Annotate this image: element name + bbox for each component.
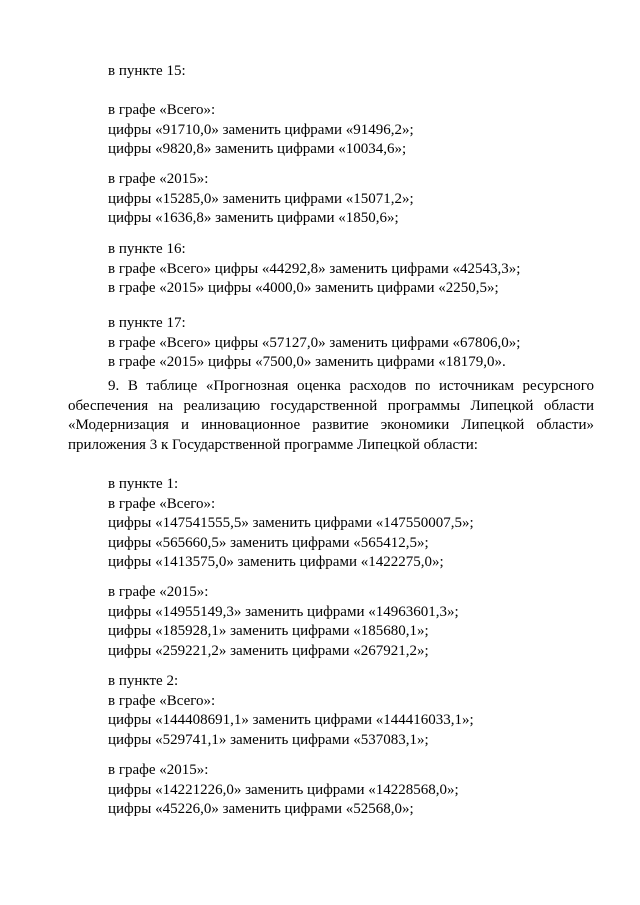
section-point-16 bbox=[108, 240, 528, 299]
section-point-15 bbox=[108, 62, 528, 82]
group-label: в графе «Всего»: bbox=[108, 495, 216, 512]
item-9-paragraph bbox=[68, 377, 594, 455]
replacement-line: цифры «185928,1» заменить цифрами «185680,1»; bbox=[108, 623, 429, 639]
replacement-line: в графе «2015» цифры «7500,0» заменить цифрами «18179,0». bbox=[108, 354, 506, 370]
paragraph-line: приложения 3 к Государственной программе Липецкой области: bbox=[68, 436, 478, 453]
subsection-point-1 bbox=[108, 475, 528, 573]
replacement-line: цифры «147541555,5» заменить цифрами «147550007,5»; bbox=[108, 515, 474, 531]
replacement-line: цифры «15285,0» заменить цифрами «15071,2»; bbox=[108, 190, 414, 207]
group-total-15 bbox=[108, 101, 528, 160]
group-label: в графе «2015»: bbox=[108, 171, 209, 187]
replacement-line: цифры «259221,2» заменить цифрами «267921,2»; bbox=[108, 642, 429, 659]
replacement-line: цифры «9820,8» заменить цифрами «10034,6»; bbox=[108, 141, 407, 157]
group-label: в графе «2015»: bbox=[108, 584, 209, 600]
subsection-point-2 bbox=[108, 672, 528, 750]
replacement-line: цифры «45226,0» заменить цифрами «52568,0»; bbox=[108, 801, 414, 817]
section-point-17 bbox=[108, 314, 528, 373]
group-label: в графе «Всего»: bbox=[108, 102, 216, 118]
replacement-line: в графе «2015» цифры «4000,0» заменить цифрами «2250,5»; bbox=[108, 280, 499, 296]
replacement-line: в графе «Всего» цифры «57127,0» заменить цифрами «67806,0»; bbox=[108, 334, 521, 351]
replacement-line: цифры «91710,0» заменить цифрами «91496,2»; bbox=[108, 121, 414, 138]
section-heading: в пункте 16: bbox=[108, 241, 186, 257]
group-2015-point-1 bbox=[108, 583, 528, 661]
section-heading: в пункте 17: bbox=[108, 315, 186, 331]
paragraph-line: 9. В таблице «Прогнозная оценка расходов по источникам ресурсного bbox=[108, 378, 594, 394]
replacement-line: цифры «1413575,0» заменить цифрами «1422275,0»; bbox=[108, 554, 444, 570]
replacement-line: в графе «Всего» цифры «44292,8» заменить цифрами «42543,3»; bbox=[108, 260, 521, 277]
replacement-line: цифры «14221226,0» заменить цифрами «14228568,0»; bbox=[108, 781, 459, 798]
group-2015-point-2 bbox=[108, 761, 528, 820]
replacement-line: цифры «14955149,3» заменить цифрами «14963601,3»; bbox=[108, 603, 459, 620]
section-heading: в пункте 2: bbox=[108, 673, 179, 689]
group-label: в графе «Всего»: bbox=[108, 692, 216, 709]
replacement-line: цифры «565660,5» заменить цифрами «565412,5»; bbox=[108, 534, 429, 551]
paragraph-line: «Модернизация и инновационное развитие экономики Липецкой области» bbox=[68, 417, 594, 433]
paragraph-line: обеспечения на реализацию государственной программы Липецкой области bbox=[68, 397, 594, 414]
replacement-line: цифры «144408691,1» заменить цифрами «144416033,1»; bbox=[108, 712, 474, 728]
group-label: в графе «2015»: bbox=[108, 762, 209, 778]
replacement-line: цифры «529741,1» заменить цифрами «537083,1»; bbox=[108, 731, 429, 748]
section-heading: в пункте 1: bbox=[108, 476, 179, 492]
section-heading: в пункте 15: bbox=[108, 63, 186, 79]
replacement-line: цифры «1636,8» заменить цифрами «1850,6»; bbox=[108, 210, 399, 226]
group-2015-15 bbox=[108, 170, 528, 229]
